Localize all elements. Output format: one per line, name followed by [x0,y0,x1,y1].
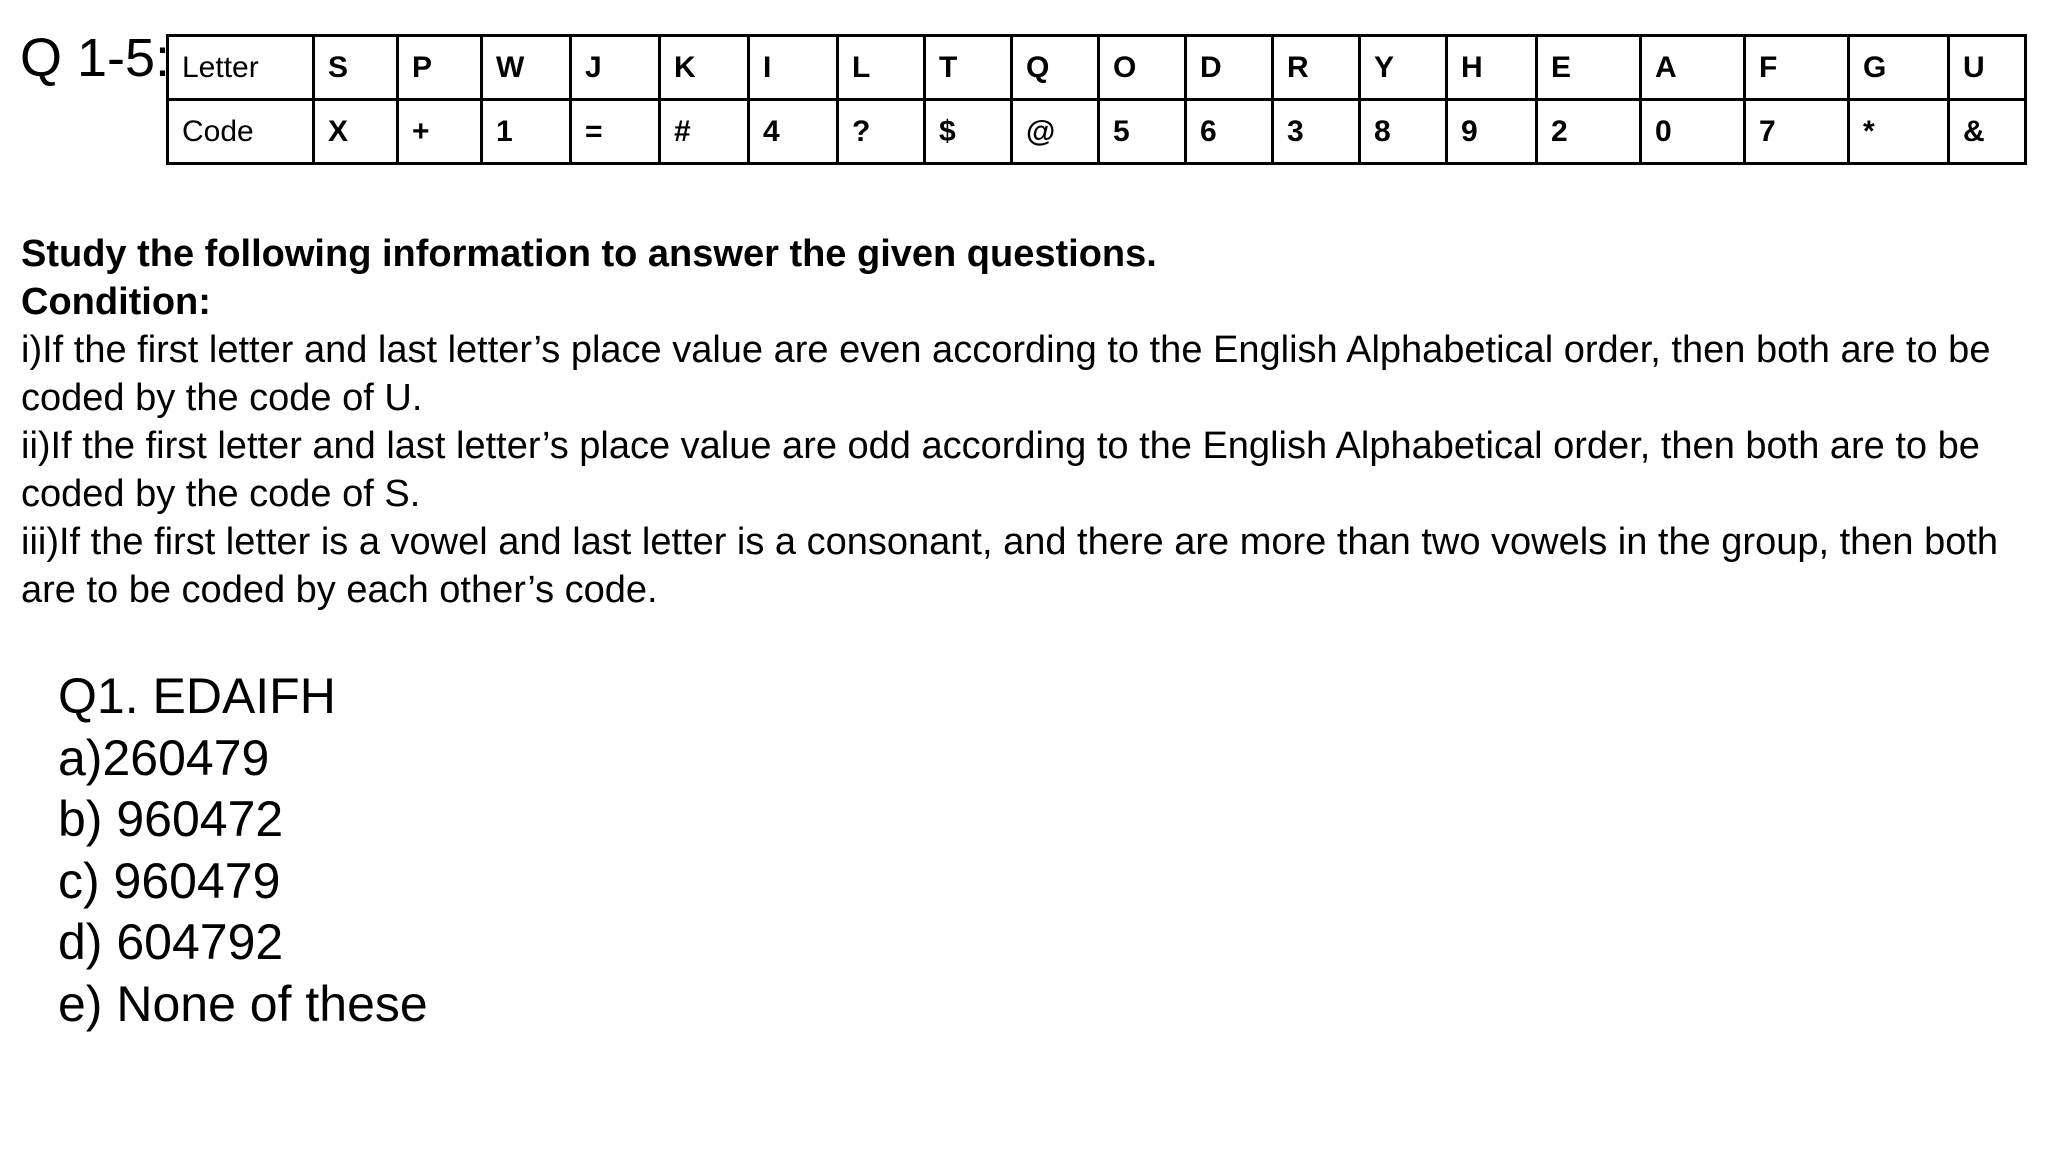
answer-option: b) 960472 [58,791,284,847]
letter-cell: P [398,36,482,100]
instructions-block [21,230,2021,614]
letter-code-table [166,34,2027,165]
code-cell: 6 [1186,100,1273,164]
code-cell: ? [838,100,925,164]
code-cell: 4 [749,100,838,164]
code-cell: 7 [1745,100,1849,164]
letter-cell: A [1641,36,1745,100]
code-row [168,100,2026,164]
letter-cell: H [1447,36,1537,100]
answer-option: d) 604792 [58,914,284,970]
code-cell: = [571,100,660,164]
letter-cell: U [1949,36,2026,100]
condition-label: Condition: [21,281,211,323]
condition-item: i)If the first letter and last letter’s place value are even according to the English Alphabetical order, then both are to be coded by the code of U. [21,329,1991,419]
letter-cell: D [1186,36,1273,100]
letter-row-header: Letter [168,36,314,100]
letter-cell: E [1537,36,1641,100]
answer-option: e) None of these [58,975,428,1032]
letter-cell: Y [1360,36,1447,100]
code-cell: $ [925,100,1012,164]
condition-item: ii)If the first letter and last letter’s place value are odd according to the English Alphabetical order, then both are to be coded by the code of S. [21,425,1980,515]
code-cell: 9 [1447,100,1537,164]
code-cell: 1 [482,100,571,164]
instructions-heading: Study the following information to answer the given questions. [21,233,1157,275]
code-cell: 8 [1360,100,1447,164]
code-cell: @ [1012,100,1099,164]
code-cell: # [660,100,749,164]
letter-row [168,36,2026,100]
question-block [58,666,428,1035]
code-cell: & [1949,100,2026,164]
question-range-label: Q 1-5: [20,28,171,88]
code-cell: 2 [1537,100,1641,164]
letter-cell: I [749,36,838,100]
letter-cell: J [571,36,660,100]
letter-cell: R [1273,36,1360,100]
answer-option: c) 960479 [58,852,281,909]
code-cell: 0 [1641,100,1745,164]
letter-cell: L [838,36,925,100]
letter-cell: Q [1012,36,1099,100]
code-cell: 5 [1099,100,1186,164]
letter-cell: S [314,36,398,100]
code-cell: + [398,100,482,164]
letter-cell: W [482,36,571,100]
code-cell: 3 [1273,100,1360,164]
letter-cell: K [660,36,749,100]
code-cell: * [1849,100,1949,164]
code-cell: X [314,100,398,164]
letter-cell: T [925,36,1012,100]
question-title: Q1. EDAIFH [58,668,336,724]
code-row-header: Code [168,100,314,164]
condition-item: iii)If the first letter is a vowel and last letter is a consonant, and there are more than two vowels in the group, then both are to be coded by each other’s code. [21,521,1999,611]
letter-cell: F [1745,36,1849,100]
letter-cell: G [1849,36,1949,100]
answer-option: a)260479 [58,729,270,786]
letter-cell: O [1099,36,1186,100]
